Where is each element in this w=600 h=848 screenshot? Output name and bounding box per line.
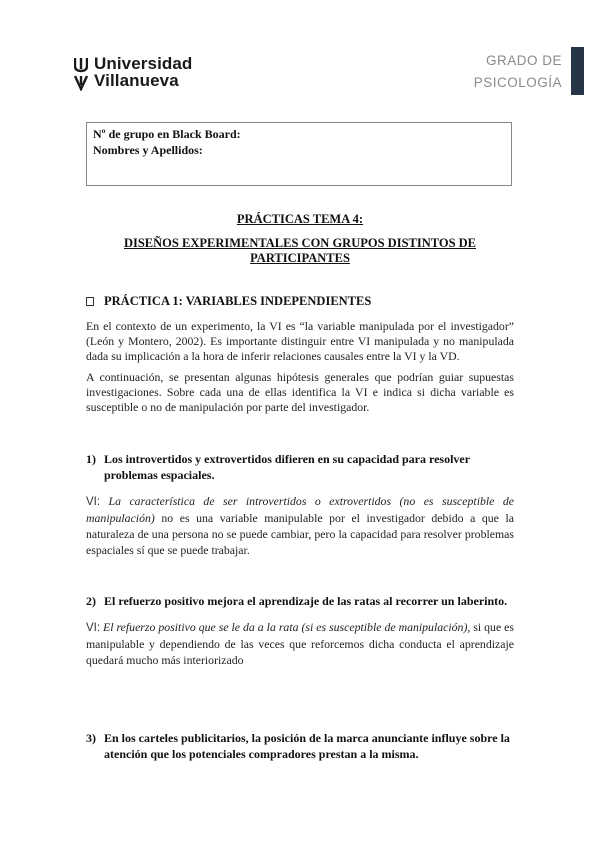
answer-text: si que es manipulable y dependiendo de las veces que reforcemos dicha conducta el aprendizaje quedará mucho más interiorizado [86,620,514,667]
section-heading [86,294,371,309]
answer-text: no es una variable manipulable por el investigador debido a que la naturaleza de una persona no se puede cambiar, pero la capacidad para resolver problemas espaciales sí que se puede trabajar. [86,511,514,557]
question-text-cont: atención que los potenciales compradores prestan a la misma. [104,747,419,761]
university-name [94,55,192,89]
question-text: En los carteles publicitarios, la posición de la marca anunciante influye sobre la [104,731,510,745]
question-text-cont: problemas espaciales. [104,468,215,482]
group-number-label: Nº de grupo en Black Board: [93,127,241,141]
degree-line2: PSICOLOGÍA [473,75,562,90]
degree-accent-bar [571,47,584,95]
answer-italic: El refuerzo positivo que se le da a la rata (si es susceptible de manipulación), [103,620,471,634]
vi-label: VI: [86,496,101,508]
university-line2: Villanueva [94,71,179,90]
page-title: PRÁCTICAS TEMA 4: [236,212,364,226]
question-number: 1) [86,452,96,466]
university-logo-icon [74,57,88,91]
intro-paragraph: En el contexto de un experimento, la VI es “la variable manipulada por el investigador” (León y Montero, 2002). Es importante distinguir entre VI manipulada y no manipulada dada su implicación a la hora de inferir relaciones causales entre la VI y la VD. [86,319,514,363]
question-number: 2) [86,594,96,608]
answer-2[interactable] [86,619,514,668]
university-logo [74,55,192,91]
vi-label: VI: [86,622,101,634]
subtitle-line2: PARTICIPANTES [250,251,350,265]
question-2 [86,593,514,609]
answer-italic: La característica de ser introvertidos o extrovertidos (no es susceptible de manipulación) [86,494,514,525]
question-number: 3) [86,731,96,745]
checkbox-bullet-icon [86,297,94,306]
degree-label [474,50,562,94]
university-line1: Universidad [94,54,193,73]
answer-1[interactable] [86,493,514,558]
subtitle-line1: DISEÑOS EXPERIMENTALES CON GRUPOS DISTINTOS DE [123,236,477,250]
question-3 [86,730,514,762]
question-1 [86,451,514,483]
question-text: Los introvertidos y extrovertidos difieren en su capacidad para resolver [104,452,471,466]
section-heading-text: PRÁCTICA 1: VARIABLES INDEPENDIENTES [104,294,372,308]
group-info-box[interactable] [86,122,512,186]
page-subtitle [86,236,514,266]
question-text: El refuerzo positivo mejora el aprendizaje de las ratas al recorrer un laberinto. [104,594,508,608]
instructions-paragraph: A continuación, se presentan algunas hipótesis generales que podrían guiar supuestas investigaciones. Sobre cada una de ellas identifica la VI e indica si dicha variable es susceptible o no de manipulación por parte del investigador. [86,370,514,414]
degree-line1: GRADO DE [485,53,562,68]
names-label: Nombres y Apellidos: [93,143,203,157]
